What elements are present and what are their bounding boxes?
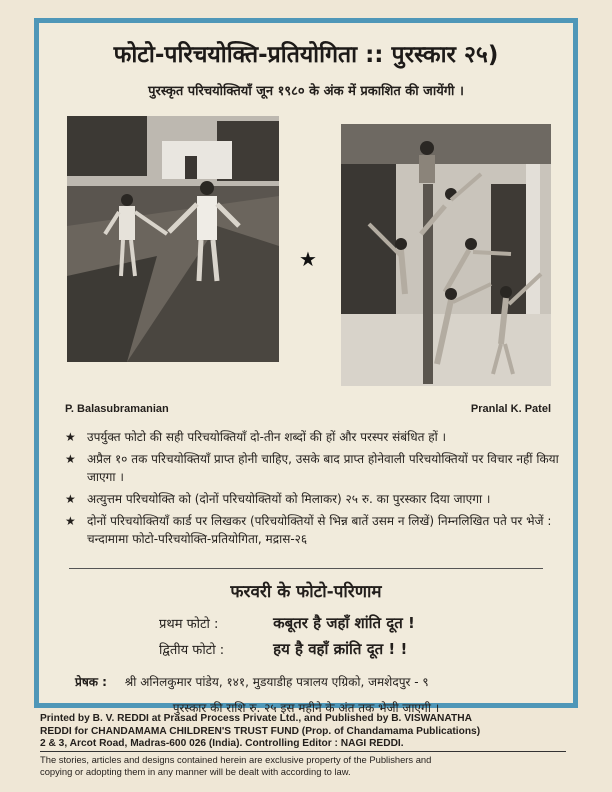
photo-credit-left: P. Balasubramanian <box>65 403 169 415</box>
sender-label: प्रेषक : <box>75 675 107 689</box>
section-divider <box>69 568 543 569</box>
results-title: फरवरी के फोटो-परिणाम <box>230 582 382 602</box>
prize-note: पुरस्कार की राशि रु. २५ इस महीने के अंत तक भेजी जाएगी । <box>172 701 440 715</box>
first-photo-caption: कबूतर है जहाँ शांति दूत ! <box>273 614 415 632</box>
first-photo-result <box>159 613 415 633</box>
second-photo-label: द्वितीय फोटो : <box>159 643 225 658</box>
first-photo-label: प्रथम फोटो : <box>159 617 219 632</box>
star-bullet-icon: ★ <box>65 452 76 466</box>
star-bullet-icon: ★ <box>65 492 76 506</box>
contest-rules-list <box>63 428 563 552</box>
page-title: फोटो-परिचयोक्ति-प्रतियोगिता :: पुरस्कार २५) <box>113 42 499 68</box>
contest-frame <box>34 18 578 715</box>
disclaimer-line: copying or adopting them in any manner will be dealt with according to law. <box>40 766 351 777</box>
imprint-line: 2 & 3, Arcot Road, Madras-600 026 (India). Controlling Editor : NAGI REDDI. <box>40 738 404 749</box>
rule-text: अप्रैल १० तक परिचयोक्तियाँ प्राप्त होनी चाहिए, उसके बाद प्राप्त होनेवाली परिचयोक्तियों पर विचार नहीं किया जाएगा । <box>87 452 559 484</box>
second-photo-result <box>159 639 407 659</box>
copyright-disclaimer <box>40 754 570 778</box>
photo-credit-right: Pranlal K. Patel <box>470 403 551 415</box>
sender-address: श्री अनिलकुमार पांडेय, १४१, मुडयाडीह पत्रालय एग्रिको, जमशेदपुर - ९ <box>124 675 429 689</box>
rule-text: दोनों परिचयोक्तियाँ कार्ड पर लिखकर (परिचयोक्तियों से भिन्न बातें उसम न लिखें) निम्नलिखित पते पर भेजें : चन्दामामा फोटो-परिचयोक्ति-प्रतियोगिता, मद्रास-२६ <box>87 514 552 546</box>
photo-children-on-rocks <box>67 116 279 362</box>
star-bullet-icon: ★ <box>65 514 76 528</box>
printer-imprint <box>40 713 570 751</box>
rule-item <box>63 450 563 486</box>
imprint-divider <box>40 751 566 752</box>
second-photo-caption: हय है वहाँ क्रांति दूत ! ! <box>273 640 408 658</box>
photo-acrobats-pyramid <box>341 124 551 386</box>
disclaimer-line: The stories, articles and designs contained herein are exclusive property of the Publishers and <box>40 754 432 765</box>
rule-text: अत्युत्तम परिचयोक्ति को (दोनों परिचयोक्तियों को मिलाकर) २५ रु. का पुरस्कार दिया जाएगा । <box>87 492 491 506</box>
imprint-line: Printed by B. V. REDDI at Prasad Process Private Ltd., and Published by B. VISWANATHA <box>40 713 472 724</box>
sender-line <box>75 673 429 690</box>
rule-text: उपर्युक्त फोटो की सही परिचयोक्तियाँ दो-तीन शब्दों की हों और परस्पर संबंधित हों । <box>87 430 447 444</box>
rule-item <box>63 512 563 548</box>
rule-item <box>63 490 563 508</box>
star-bullet-icon: ★ <box>65 430 76 444</box>
star-separator-icon: ★ <box>299 247 317 271</box>
imprint-line: REDDI for CHANDAMAMA CHILDREN'S TRUST FUND (Prop. of Chandamama Publications) <box>40 725 481 737</box>
rule-item <box>63 428 563 446</box>
page-subtitle: पुरस्कृत परिचयोक्तियाँ जून १९८० के अंक में प्रकाशित की जायेंगी । <box>148 84 464 99</box>
